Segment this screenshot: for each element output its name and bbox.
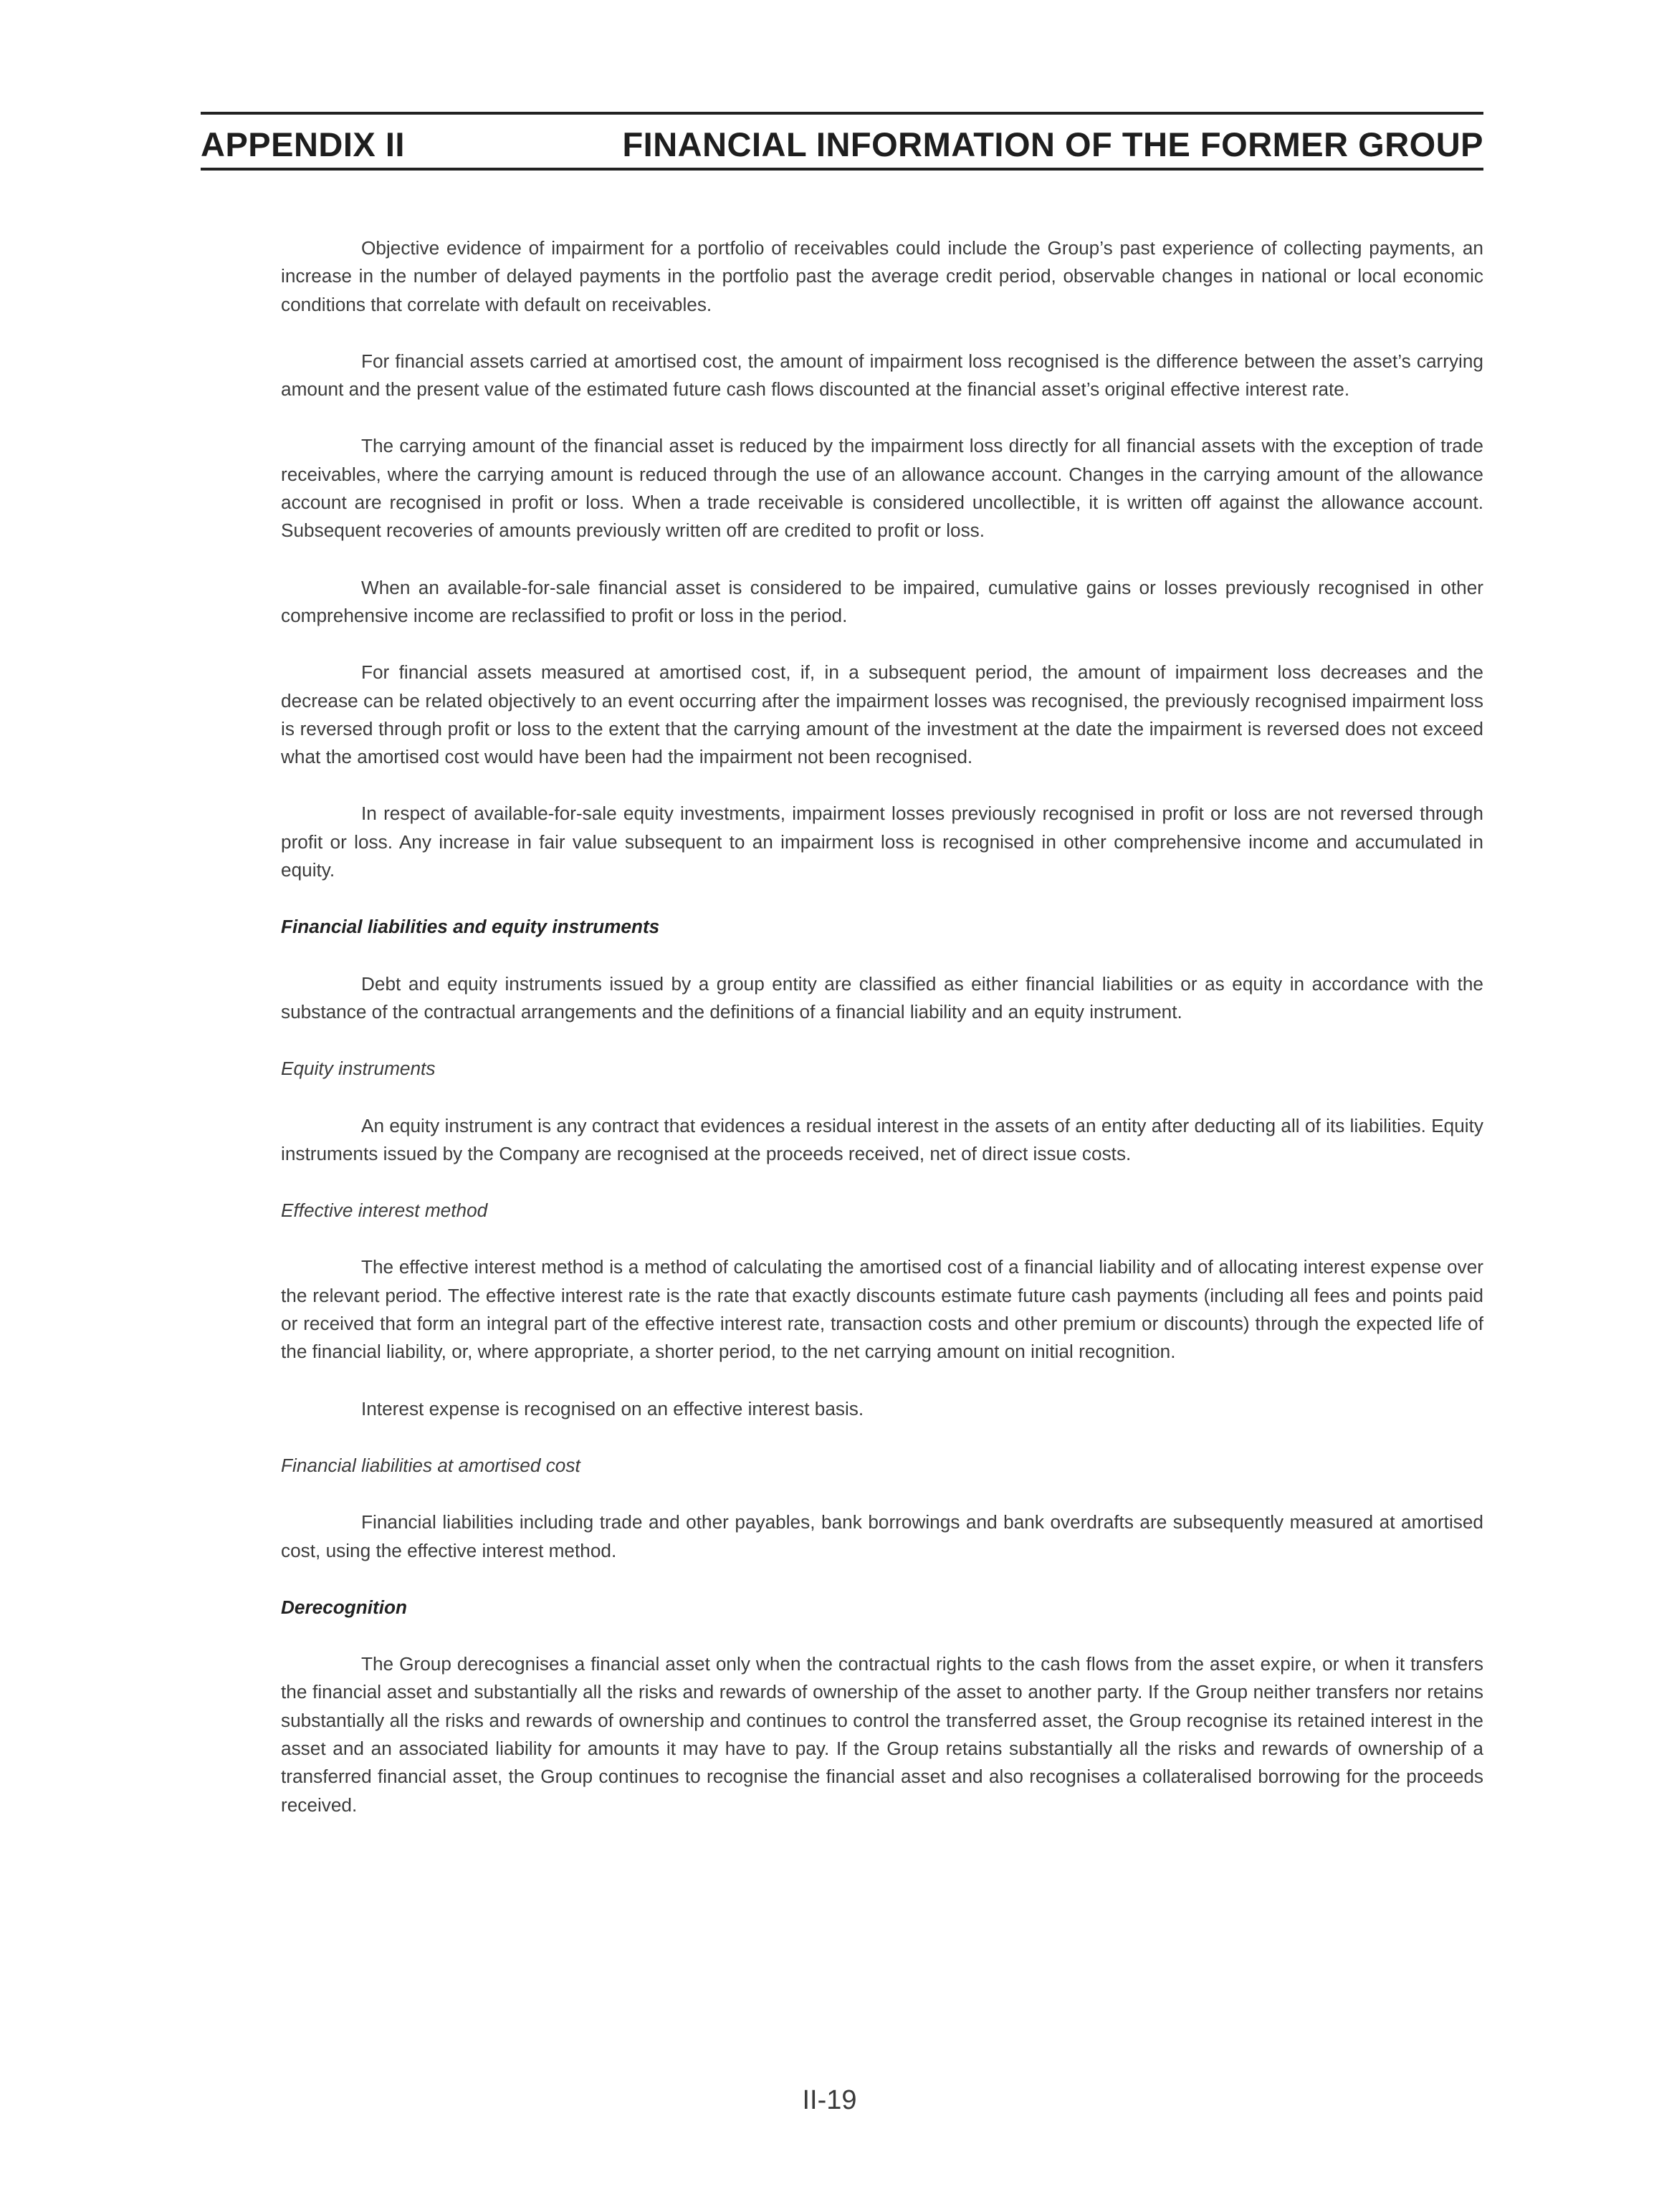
paragraph-debt-equity-classification: Debt and equity instruments issued by a group entity are classified as either financial liabilities or as equity in accordance with the substance of the contractual arrangements and the definitions of a financial liability and an equity instrument. xyxy=(281,972,1483,1023)
paragraph-interest-expense: Interest expense is recognised on an effective interest basis. xyxy=(361,1397,864,1419)
paragraph-effective-interest-definition: The effective interest method is a method of calculating the amortised cost of a financial liability and of allocating interest expense over the relevant period. The effective interest rate is the rate that exactly discounts estimate future cash payments (including all fees and points paid or received that form an integral part of the effective interest rate, transaction costs and other premium or discounts) through the expected life of the financial liability, or, where appropriate, a shorter period, to the net carrying amount on initial recognition. xyxy=(281,1256,1483,1363)
paragraph-equity-instrument-definition: An equity instrument is any contract that evidences a residual interest in the assets of an entity after deducting all of its liabilities. Equity instruments issued by the Company are recognised at the proceeds received, net of direct issue costs. xyxy=(281,1114,1483,1164)
page-number: II-19 xyxy=(802,2085,857,2115)
heading-derecognition: Derecognition xyxy=(281,1596,408,1618)
section-title: FINANCIAL INFORMATION OF THE FORMER GROUP xyxy=(622,125,1483,163)
document-body xyxy=(281,234,1483,1848)
heading-financial-liabilities-amortised: Financial liabilities at amortised cost xyxy=(281,1454,580,1476)
heading-equity-instruments: Equity instruments xyxy=(281,1058,436,1080)
paragraph-derecognition: The Group derecognises a financial asset only when the contractual rights to the cash flows from the asset expire, or when it transfers the financial asset and substantially all the risks and rewards of ownership of the asset to another party. If the Group neither transfers nor retains substantially all the risks and rewards of ownership and continues to control the transferred asset, the Group recognise its retained interest in the asset and an associated liability for amounts it may have to pay. If the Group retains substantially all the risks and rewards of ownership of a transferred financial asset, the Group continues to recognise the financial asset and also recognises a collateralised borrowing for the proceeds received. xyxy=(281,1653,1483,1816)
paragraph-afs-equity-investments: In respect of available-for-sale equity investments, impairment losses previously recognised in profit or loss are not reversed through profit or loss. Any increase in fair value subsequent to an impairment loss is recognised in other comprehensive income and accumulated in equity. xyxy=(281,803,1483,881)
paragraph-financial-liabilities-measurement: Financial liabilities including trade and other payables, bank borrowings and bank overdrafts are subsequently measured at amortised cost, using the effective interest method. xyxy=(281,1511,1483,1561)
paragraph-impairment-evidence: Objective evidence of impairment for a portfolio of receivables could include the Group’s past experience of collecting payments, an increase in the number of delayed payments in the portfolio past the average credit period, observable changes in national or local economic conditions that correlate with default on receivables. xyxy=(281,237,1483,315)
paragraph-available-for-sale-impairment: When an available-for-sale financial asset is considered to be impaired, cumulative gains or losses previously recognised in other comprehensive income are reclassified to profit or loss in the period. xyxy=(281,576,1483,626)
appendix-label: APPENDIX II xyxy=(201,125,405,163)
heading-effective-interest-method: Effective interest method xyxy=(281,1200,488,1222)
paragraph-impairment-reversal: For financial assets measured at amortised cost, if, in a subsequent period, the amount of impairment loss decreases and the decrease can be related objectively to an event occurring after the impairment losses was recognised, the previously recognised impairment loss is reversed through profit or loss to the extent that the carrying amount of the investment at the date the impairment is reversed does not exceed what the amortised cost would have been had the impairment not been recognised. xyxy=(281,661,1483,768)
heading-financial-liabilities-equity: Financial liabilities and equity instruments xyxy=(281,916,660,938)
page-header xyxy=(201,112,1483,171)
paragraph-carrying-amount-reduction: The carrying amount of the financial asset is reduced by the impairment loss directly for all financial assets with the exception of trade receivables, where the carrying amount is reduced through the use of an allowance account. Changes in the carrying amount of the allowance account are recognised in profit or loss. When a trade receivable is considered uncollectible, it is written off against the allowance account. Subsequent recoveries of amounts previously written off are credited to profit or loss. xyxy=(281,435,1483,542)
paragraph-amortised-cost-impairment: For financial assets carried at amortised cost, the amount of impairment loss recognised is the difference between the asset’s carrying amount and the present value of the estimated future cash flows discounted at the financial asset’s original effective interest rate. xyxy=(281,350,1483,401)
